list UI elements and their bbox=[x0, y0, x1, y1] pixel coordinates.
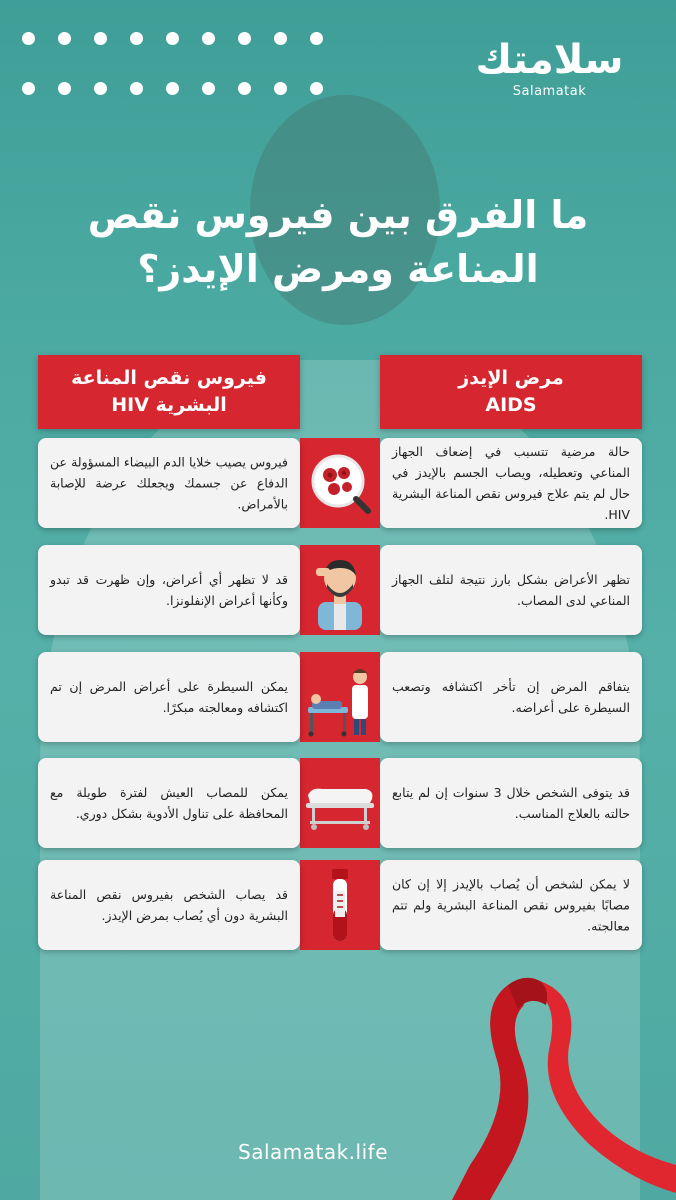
header-hiv bbox=[38, 355, 300, 429]
header-aids-line-1: مرض الإيدز bbox=[458, 367, 564, 389]
hiv-text: يمكن السيطرة على أعراض المرض إن تم اكتشافه ومعالجته مبكرًا. bbox=[50, 679, 288, 715]
page-title bbox=[40, 188, 636, 296]
comparison-row bbox=[38, 438, 642, 528]
stretcher-icon bbox=[304, 763, 376, 843]
aids-text: تظهر الأعراض بشكل بارز نتيجة لتلف الجهاز المناعي لدى المصاب. bbox=[392, 572, 630, 608]
aids-cell bbox=[380, 545, 642, 635]
blood-tube-icon bbox=[304, 865, 376, 945]
comparison-row bbox=[38, 758, 642, 848]
title-line-1: ما الفرق بين فيروس نقص bbox=[87, 193, 589, 237]
hiv-cell bbox=[38, 652, 300, 742]
icon-panel bbox=[300, 438, 380, 528]
header-hiv-line-2: البشرية HIV bbox=[111, 394, 227, 416]
sick-man-icon bbox=[304, 550, 376, 630]
aids-text: لا يمكن لشخص أن يُصاب بالإيدز إلا إن كان مصابًا بفيروس نقص المناعة البشرية ولم تتم معالجته. bbox=[392, 876, 630, 934]
brand-logo bbox=[457, 38, 642, 108]
icon-panel bbox=[300, 652, 380, 742]
title-line-2: المناعة ومرض الإيدز؟ bbox=[137, 247, 539, 291]
icon-panel bbox=[300, 758, 380, 848]
aids-cell bbox=[380, 438, 642, 528]
header-hiv-line-1: فيروس نقص المناعة bbox=[71, 367, 267, 389]
header-aids bbox=[380, 355, 642, 429]
hiv-cell bbox=[38, 438, 300, 528]
header-aids-line-2: AIDS bbox=[485, 394, 537, 416]
comparison-row bbox=[38, 545, 642, 635]
comparison-row bbox=[38, 652, 642, 742]
hiv-cell bbox=[38, 758, 300, 848]
aids-text: يتفاقم المرض إن تأخر اكتشافه وتصعب السيطرة على أعراضه. bbox=[392, 679, 630, 715]
icon-panel bbox=[300, 545, 380, 635]
aids-cell bbox=[380, 652, 642, 742]
hiv-text: قد يصاب الشخص بفيروس نقص المناعة البشرية دون أي يُصاب بمرض الإيدز. bbox=[50, 887, 288, 923]
aids-cell bbox=[380, 860, 642, 950]
footer-url[interactable]: Salamatak.life bbox=[238, 1140, 388, 1164]
aids-text: حالة مرضية تتسبب في إضعاف الجهاز المناعي وتعطيله، ويصاب الجسم بالإيدز في حال لم يتم علاج فيروس نقص المناعة البشرية HIV. bbox=[392, 444, 630, 522]
logo-mark: سلامتك bbox=[475, 37, 624, 83]
aids-text: قد يتوفى الشخص خلال 3 سنوات إن لم يتابع حالته بالعلاج المناسب. bbox=[392, 785, 630, 821]
hiv-cell bbox=[38, 545, 300, 635]
hiv-text: يمكن للمصاب العيش لفترة طويلة مع المحافظة على تناول الأدوية بشكل دوري. bbox=[50, 785, 288, 821]
hiv-text: فيروس يصيب خلايا الدم البيضاء المسؤولة عن الدفاع عن جسمك ويجعلك عرضة للإصابة بالأمراض. bbox=[50, 454, 288, 512]
hiv-cell bbox=[38, 860, 300, 950]
doctor-patient-icon bbox=[304, 657, 376, 737]
icon-panel bbox=[300, 860, 380, 950]
comparison-row bbox=[38, 860, 642, 950]
decorative-dots bbox=[22, 30, 332, 100]
logo-text: Salamatak bbox=[512, 84, 587, 99]
red-ribbon-icon bbox=[400, 965, 676, 1200]
aids-cell bbox=[380, 758, 642, 848]
hiv-text: قد لا تظهر أي أعراض، وإن ظهرت قد تبدو وكأنها أعراض الإنفلونزا. bbox=[50, 572, 288, 608]
magnifier-cells-icon bbox=[304, 443, 376, 523]
